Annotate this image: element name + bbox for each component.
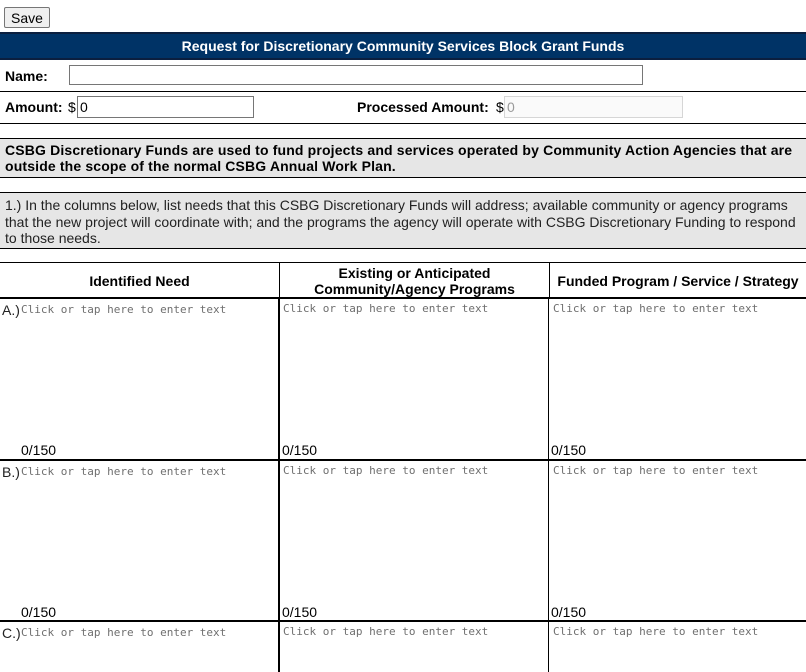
- description-text: CSBG Discretionary Funds are used to fund projects and services operated by Community Action Agencies that are outside the scope of the normal CSBG Annual Work Plan.: [0, 138, 806, 178]
- row-letter: A.): [2, 302, 20, 318]
- existing-programs-input[interactable]: [283, 302, 545, 442]
- processed-amount-label: Processed Amount:: [357, 99, 489, 115]
- char-counter: 0/150: [21, 604, 57, 620]
- header-divider: [279, 263, 280, 298]
- column-header-funded-program: Funded Program / Service / Strategy: [557, 272, 799, 289]
- table-cell: [550, 461, 806, 620]
- char-counter: 0/150: [282, 442, 318, 458]
- save-button[interactable]: Save: [4, 7, 50, 28]
- amount-label: Amount:: [5, 99, 63, 115]
- table-cell: [550, 622, 806, 672]
- column-divider: [278, 297, 280, 672]
- char-counter: 0/150: [551, 442, 587, 458]
- existing-programs-input[interactable]: [283, 464, 545, 602]
- processed-currency-symbol: $: [496, 99, 504, 115]
- row-letter: C.): [2, 625, 21, 641]
- funded-program-input[interactable]: [553, 464, 803, 602]
- instruction-text: 1.) In the columns below, list needs that this CSBG Discretionary Funds will address; available community or agency programs that the new project will coordinate with; and the programs the agency will operate with CSBG Discretionary Funding to respond to those needs.: [0, 192, 806, 249]
- currency-symbol: $: [68, 99, 76, 115]
- column-divider: [548, 297, 549, 672]
- table-row: [0, 622, 278, 672]
- row-letter: B.): [2, 464, 20, 480]
- divider: [0, 91, 806, 92]
- funded-program-input[interactable]: [553, 625, 803, 669]
- identified-need-input[interactable]: [21, 465, 276, 603]
- form-title: Request for Discretionary Community Services Block Grant Funds: [0, 32, 806, 60]
- table-cell: [280, 299, 548, 459]
- column-header-identified-need: Identified Need: [89, 272, 190, 289]
- amount-input[interactable]: [77, 96, 254, 118]
- char-counter: 0/150: [21, 442, 57, 458]
- existing-programs-input[interactable]: [283, 625, 545, 669]
- table-cell: [280, 622, 548, 672]
- table-cell: [550, 299, 806, 459]
- funded-program-input[interactable]: [553, 302, 803, 442]
- column-header-existing-programs: Existing or Anticipated Community/Agency Programs: [314, 264, 515, 297]
- char-counter: 0/150: [551, 604, 587, 620]
- identified-need-input[interactable]: [21, 303, 276, 443]
- table-cell: [280, 461, 548, 620]
- table-row: [0, 461, 278, 620]
- processed-amount-input: [504, 96, 683, 118]
- identified-need-input[interactable]: [21, 626, 276, 670]
- header-divider: [549, 263, 550, 298]
- name-input[interactable]: [69, 65, 643, 85]
- divider: [0, 123, 806, 124]
- char-counter: 0/150: [282, 604, 318, 620]
- name-label: Name:: [5, 68, 48, 84]
- table-row: [0, 299, 278, 459]
